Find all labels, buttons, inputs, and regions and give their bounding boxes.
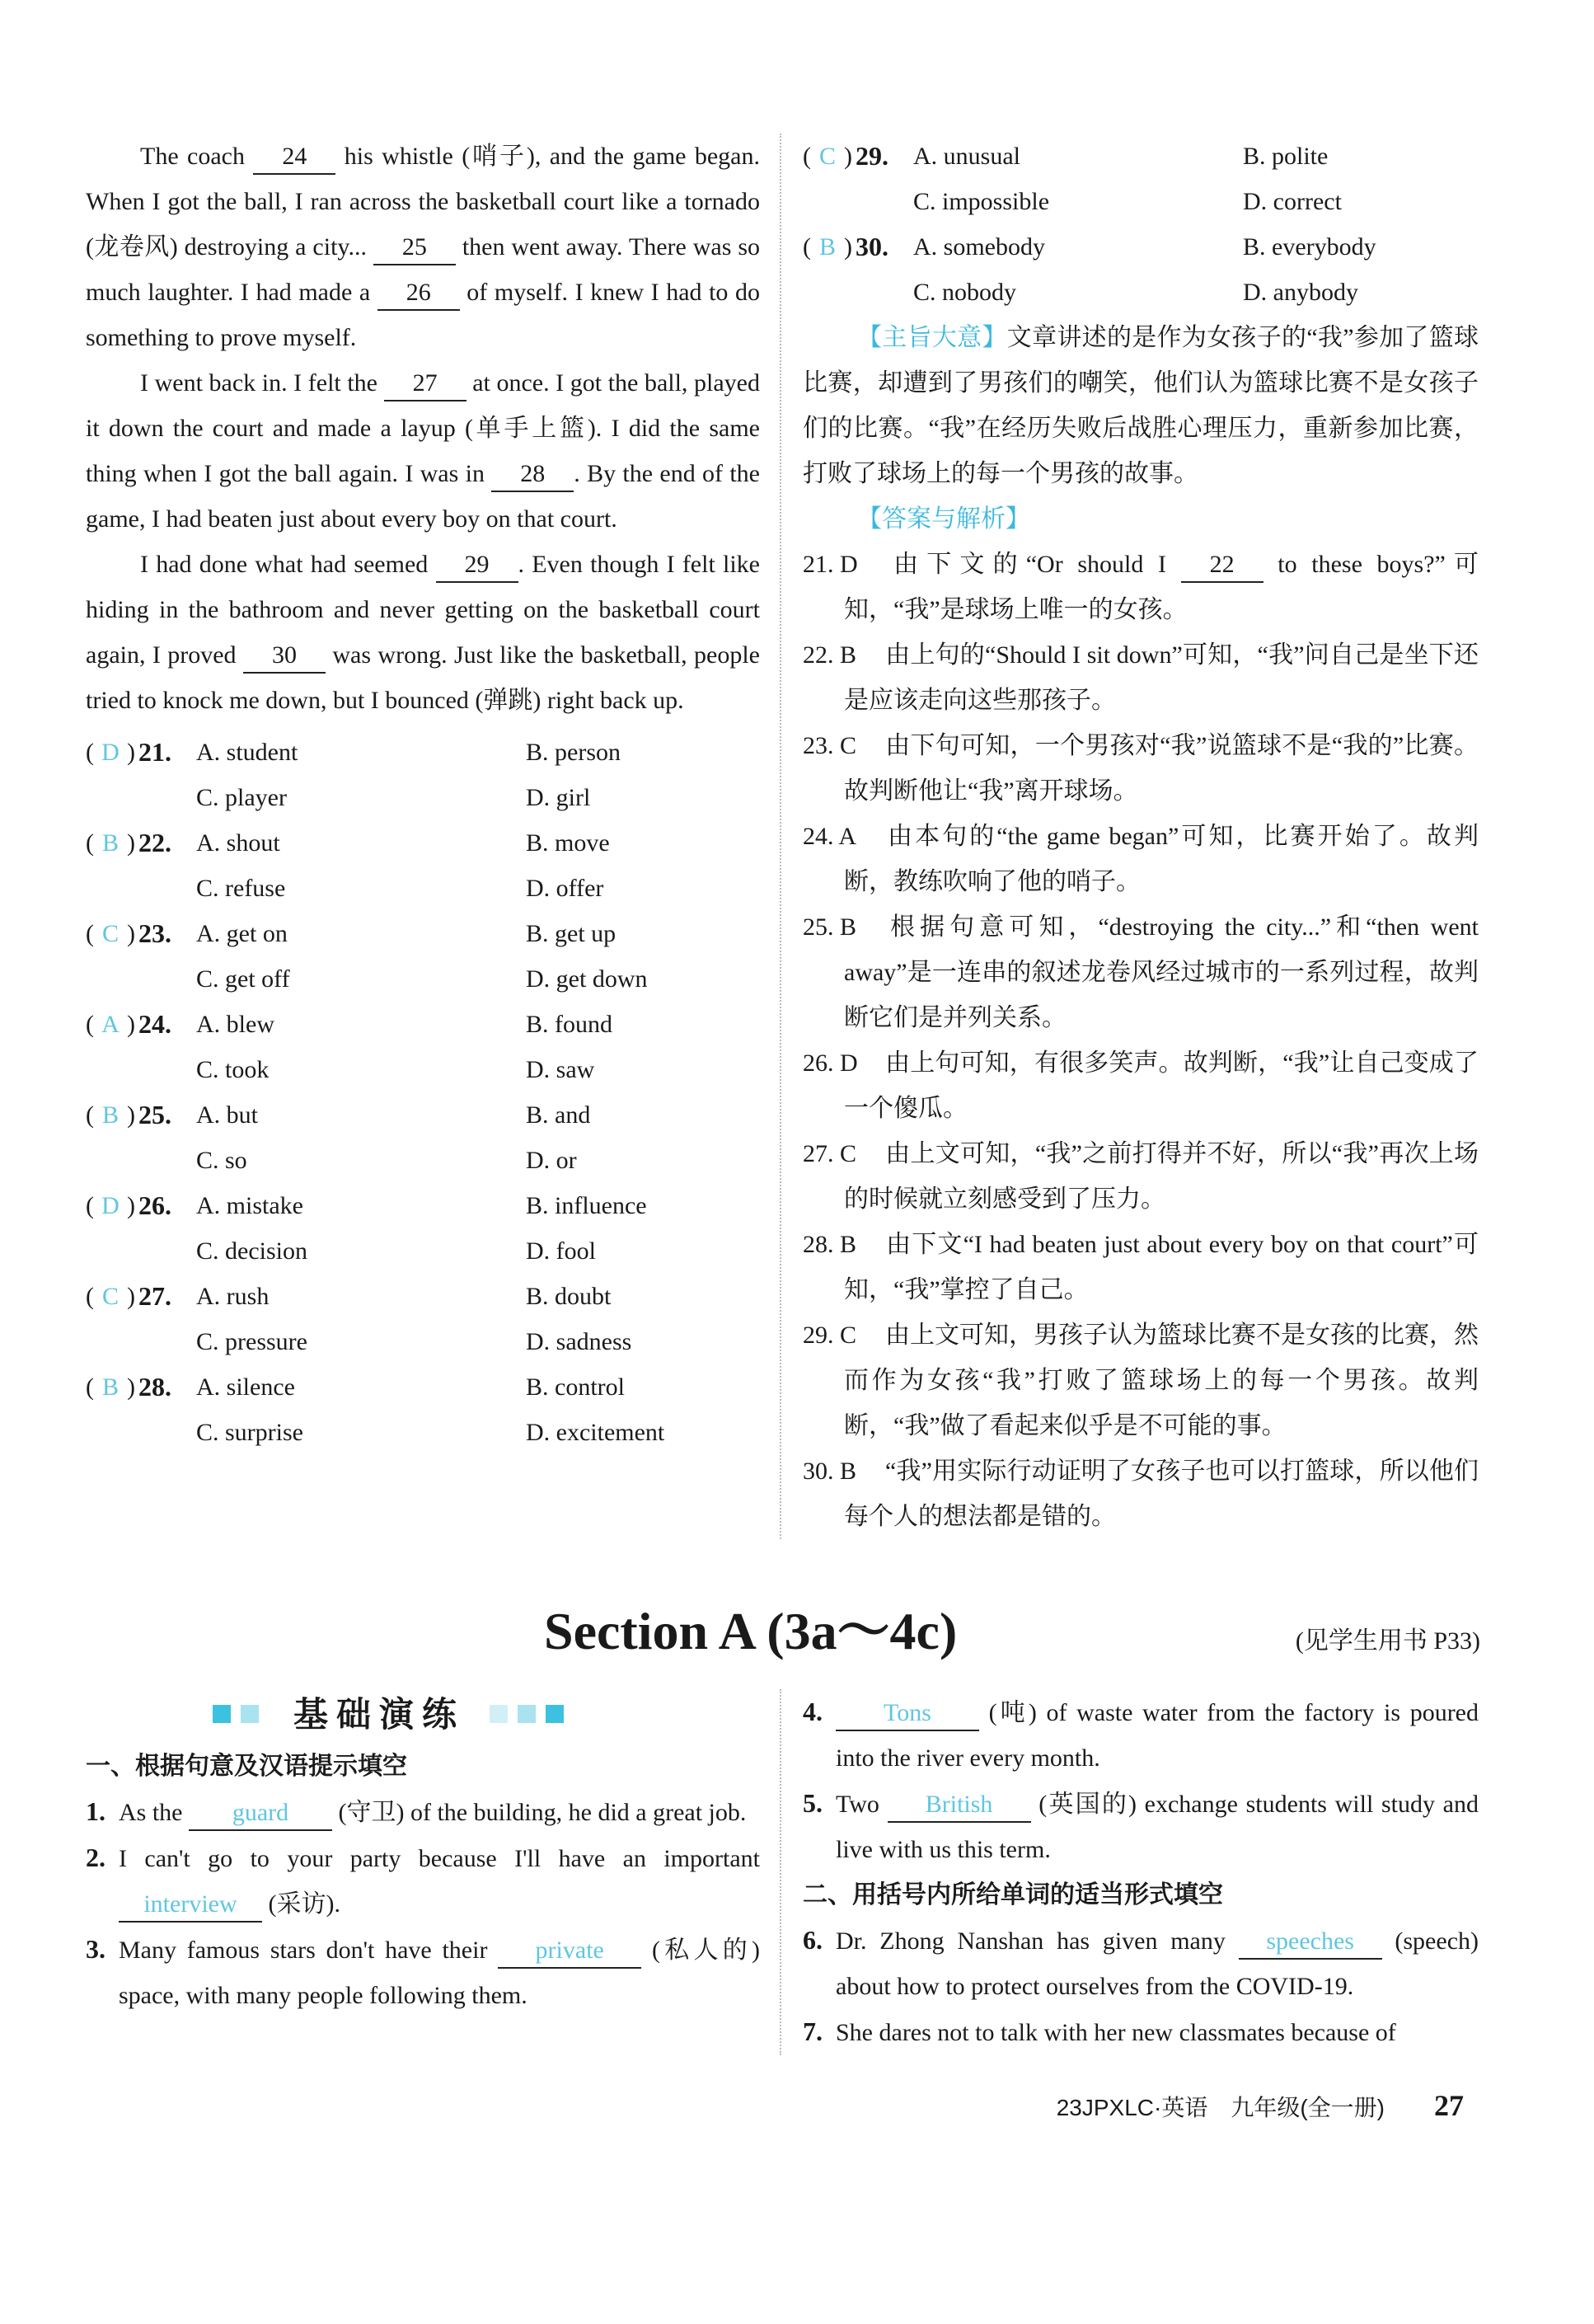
blank-number: 27 [384,367,466,401]
option-d: D. sadness [526,1328,632,1355]
options [196,1002,760,1092]
paren-close: ) [127,1373,135,1401]
explanation [803,1312,1479,1448]
footer [86,2088,1480,2123]
question-number: 27. [138,1281,171,1311]
option-d: D. correct [1243,188,1342,215]
option-c: C. impossible [913,188,1050,215]
answer-fill: guard [189,1796,332,1831]
option-c: C. decision [196,1237,307,1265]
paren-close: ) [844,143,852,170]
item-text: (私人的) space, with many people following them. [119,1937,760,2009]
paren-close: ) [844,233,852,261]
paren-open: ( [86,739,94,766]
options [196,1183,760,1274]
question-number: 28. [138,1372,171,1401]
item-number: 6. [803,1925,823,1955]
item-text: Dr. Zhong Nanshan has given many [836,1927,1239,1955]
decor-square-icon [518,1705,536,1723]
explanation-text: 由上文可知，“我”之前打得并不好，所以“我”再次上场的时候就立刻感受到了压力。 [844,1140,1479,1213]
passage-paragraph [86,542,760,723]
answer: D [101,739,120,766]
options [196,911,760,1002]
answer: C [101,1283,119,1310]
option-c: C. pressure [196,1328,307,1355]
paren-open: ( [803,233,811,261]
passage-text: I went back in. I felt the [140,369,384,397]
passage-text: at once. I got the ball, played it down the court and made a layup (单手上篮). I did the same thing when I got the ball again. I was in [86,369,760,487]
question-number: 24. [138,1009,171,1039]
item-number: 3. [86,1934,105,1964]
section-header [86,1589,1480,1664]
answers-label: 【答案与解析】 [857,505,1030,533]
passage-text: . By the end of the game, I had beaten just about every boy on that court. [86,460,761,533]
exercise-item [803,1918,1479,2009]
left-column [86,134,760,1455]
passage-text: his whistle (哨子), and the game began. When I got the ball, I ran across the basketball court like a tornado (龙卷风) destroying a city... [86,143,760,261]
exercise-item [803,1689,1479,1781]
blank-number: 22 [1181,548,1263,583]
item-text: (守卫) of the building, he did a great job. [332,1799,747,1826]
page-number: 27 [1434,2089,1464,2122]
paren-open: ( [803,143,811,170]
question-list-right [803,134,1479,315]
practice-title: 基础演练 [293,1693,466,1735]
option-b: B. everybody [1243,233,1376,261]
question-number: 25. [138,1100,171,1129]
answer: B [101,829,119,857]
blank-number: 28 [491,458,574,492]
exercise-left [86,1689,760,2018]
question [86,1092,760,1183]
explanation-number: 27. C [803,1140,857,1167]
option-c: C. nobody [913,279,1017,306]
exercise-item [803,1781,1479,1872]
paren-close: ) [127,1011,135,1038]
options [196,1092,760,1183]
paren-close: ) [127,1192,135,1219]
item-text: (采访). [262,1890,340,1918]
explanation [803,542,1479,632]
decor-square-icon [490,1705,508,1723]
option-c: C. refuse [196,875,286,902]
footer-code: 23JPXLC·英语 九年级(全一册) [1056,2095,1385,2120]
options [913,224,1479,315]
option-d: D. anybody [1243,279,1358,306]
explanation-number: 22. B [803,641,857,669]
explanation [803,1448,1479,1539]
answer: B [101,1101,119,1129]
explanation-number: 30. B [803,1458,857,1485]
paren-close: ) [127,1283,135,1310]
question-number: 30. [856,232,888,261]
decor-square-icon [546,1705,564,1723]
question-number: 26. [138,1190,171,1220]
option-a: A. but [196,1101,258,1129]
column-divider [780,1689,781,2055]
item-text: Two [836,1791,888,1818]
paren-close: ) [127,829,135,857]
question [803,134,1479,224]
exercise-item [86,1927,760,2018]
exercise-item [803,2009,1479,2055]
item-text: Many famous stars don't have their [119,1937,499,1964]
option-a: A. shout [196,829,280,857]
question [803,224,1479,315]
paren-open: ( [86,1011,94,1038]
item-text: She dares not to talk with her new classmates because of [836,2019,1396,2046]
item-number: 4. [803,1697,823,1726]
option-a: A. student [196,739,298,766]
paren-close: ) [127,739,135,766]
answer: C [101,920,119,947]
question [86,820,760,911]
explanation-number: 29. C [803,1322,857,1349]
explanation [803,1222,1479,1312]
option-d: D. offer [526,875,604,902]
option-a: A. rush [196,1283,270,1310]
answer: D [101,1192,120,1219]
explanation-number: 28. B [803,1231,857,1258]
explanation-text: 由上句可知，有很多笑声。故判断，“我”让自己变成了一个傻瓜。 [844,1049,1479,1122]
explanation-text: 由下句可知，一个男孩对“我”说篮球不是“我的”比赛。故判断他让“我”离开球场。 [844,732,1479,805]
bottom-columns [86,1689,1480,2055]
explanation-text: 由本句的“the game began”可知，比赛开始了。故判断，教练吹响了他的哨子。 [844,823,1479,895]
explanation [803,1040,1479,1131]
option-b: B. control [526,1373,625,1401]
option-d: D. girl [526,784,591,811]
passage-text: . Even though I felt like hiding in the bathroom and never getting on the basketball court again, I proved [86,551,760,669]
paren-open: ( [86,920,94,947]
item-text: As the [119,1799,189,1826]
paren-open: ( [86,829,94,857]
question-number: 21. [138,737,171,767]
option-c: C. player [196,784,287,811]
item-number: 5. [803,1788,823,1818]
question [86,1274,760,1364]
question-list-left [86,730,760,1455]
options [913,134,1479,224]
answer: A [101,1011,120,1038]
answer-fill: British [888,1788,1031,1823]
practice-header [213,1689,760,1739]
paren-open: ( [86,1101,94,1129]
item-number: 2. [86,1843,105,1872]
option-b: B. and [526,1101,591,1129]
answer: B [818,233,836,261]
decor-square-icon [241,1705,259,1723]
option-a: A. unusual [913,143,1020,170]
paren-open: ( [86,1283,94,1310]
explanation [803,723,1479,814]
paren-close: ) [127,920,135,947]
main-idea [803,315,1479,496]
passage-text: The coach [140,143,254,170]
explanation-number: 24. A [803,823,857,850]
item-number: 1. [86,1796,105,1826]
options [196,1364,760,1455]
question [86,730,760,820]
passage [86,134,760,723]
option-a: A. somebody [913,233,1045,261]
main-idea-text: 文章讲述的是作为女孩子的“我”参加了篮球比赛，却遭到了男孩们的嘲笑，他们认为篮球比赛不是女孩子们的比赛。“我”在经历失败后战胜心理压力，重新参加比赛，打败了球场上的每一个男孩的故事。 [803,324,1479,487]
option-a: A. mistake [196,1192,303,1219]
paren-close: ) [127,1101,135,1129]
item-text: (吨) of waste water from the factory is poured into the river every month. [836,1699,1479,1772]
section-title: Section A (3a～4c) [544,1602,958,1660]
explanation-text: “我”用实际行动证明了女孩子也可以打篮球，所以他们每个人的想法都是错的。 [844,1458,1479,1530]
option-a: A. silence [196,1373,295,1401]
answer-fill: private [498,1934,641,1969]
option-b: B. person [526,739,621,766]
answer-fill: Tons [836,1697,979,1731]
exercise-item [86,1789,760,1835]
question-number: 23. [138,918,171,948]
explanation-number: 25. B [803,913,857,941]
explanation-text: 由下文“I had beaten just about every boy on that court”可知，“我”掌控了自己。 [844,1231,1479,1303]
option-b: B. get up [526,920,617,947]
explanations [803,542,1479,1539]
option-b: B. influence [526,1192,647,1219]
option-d: D. fool [526,1237,596,1265]
options [196,820,760,911]
passage-paragraph [86,134,760,360]
explanation [803,1131,1479,1222]
option-d: D. saw [526,1056,595,1083]
option-c: C. surprise [196,1419,303,1446]
passage-text: then went away. There was so much laughter. I had made a [86,233,760,306]
part1-heading: 一、根据句意及汉语提示填空 [86,1752,407,1781]
blank-number: 25 [373,231,456,265]
option-b: B. polite [1243,143,1329,170]
right-column [803,134,1479,1539]
option-c: C. get off [196,965,290,993]
item-text: I can't go to your party because I'll have an important [119,1845,760,1872]
explanation-text: to these boys?”可知，“我”是球场上唯一的女孩。 [844,551,1479,623]
answer: B [101,1373,119,1401]
explanation-number: 26. D [803,1049,858,1077]
blank-number: 30 [243,639,326,674]
item-text: (英国的) exchange students will study and live with us this term. [836,1791,1479,1863]
paren-open: ( [86,1192,94,1219]
option-d: D. or [526,1147,577,1174]
option-b: B. found [526,1011,612,1038]
explanation [803,632,1479,723]
question-number: 22. [138,828,171,857]
blank-number: 24 [253,140,335,175]
main-idea-label: 【主旨大意】 [857,324,1007,351]
explanation-text: 由上句的“Should I sit down”可知，“我”问自己是坐下还是应该走向这些那孩子。 [844,641,1479,714]
question [86,1002,760,1092]
passage-text: I had done what had seemed [140,551,436,578]
section-reference: (见学生用书 P33) [1295,1627,1480,1655]
explanation [803,904,1479,1040]
question [86,911,760,1002]
option-d: D. get down [526,965,648,993]
question [86,1183,760,1274]
option-b: B. doubt [526,1283,612,1310]
passage-text: was wrong. Just like the basketball, people tried to knock me down, but I bounced (弹跳) right back up. [86,641,760,714]
paren-open: ( [86,1373,94,1401]
blank-number: 29 [436,548,518,583]
options [196,1274,760,1364]
option-b: B. move [526,829,610,857]
part2-heading: 二、用括号内所给单词的适当形式填空 [803,1880,1223,1909]
explanation-number: 21. D [803,551,858,578]
option-c: C. so [196,1147,247,1174]
answer-fill: interview [119,1888,262,1923]
decor-square-icon [213,1705,231,1723]
passage-text: of myself. I knew I had to do something to prove myself. [86,279,760,351]
question-number: 29. [856,141,888,171]
explanation-text: 根据句意可知，“destroying the city...”和“then went away”是一连串的叙述龙卷风经过城市的一系列过程，故判断它们是并列关系。 [844,913,1479,1031]
exercise-right [803,1689,1479,2055]
explanation-number: 23. C [803,732,857,759]
answer-fill: speeches [1239,1925,1382,1960]
option-a: A. blew [196,1011,274,1038]
top-columns [86,134,1480,1539]
explanation-text: 由下文的“Or should I [885,551,1181,578]
option-c: C. took [196,1056,270,1083]
explanation-text: 由上文可知，男孩子认为篮球比赛不是女孩的比赛，然而作为女孩“我”打败了篮球场上的每一个男孩。故判断，“我”做了看起来似乎是不可能的事。 [844,1322,1479,1439]
option-d: D. excitement [526,1419,665,1446]
exercise-item [86,1835,760,1927]
column-divider [780,134,781,1539]
option-a: A. get on [196,920,288,947]
blank-number: 26 [377,276,460,311]
question [86,1364,760,1455]
passage-paragraph [86,360,760,542]
item-number: 7. [803,2016,823,2046]
answer: C [818,143,836,170]
explanation [803,814,1479,904]
options [196,730,760,820]
item-text: (speech) about how to protect ourselves from the COVID-19. [836,1927,1479,2000]
